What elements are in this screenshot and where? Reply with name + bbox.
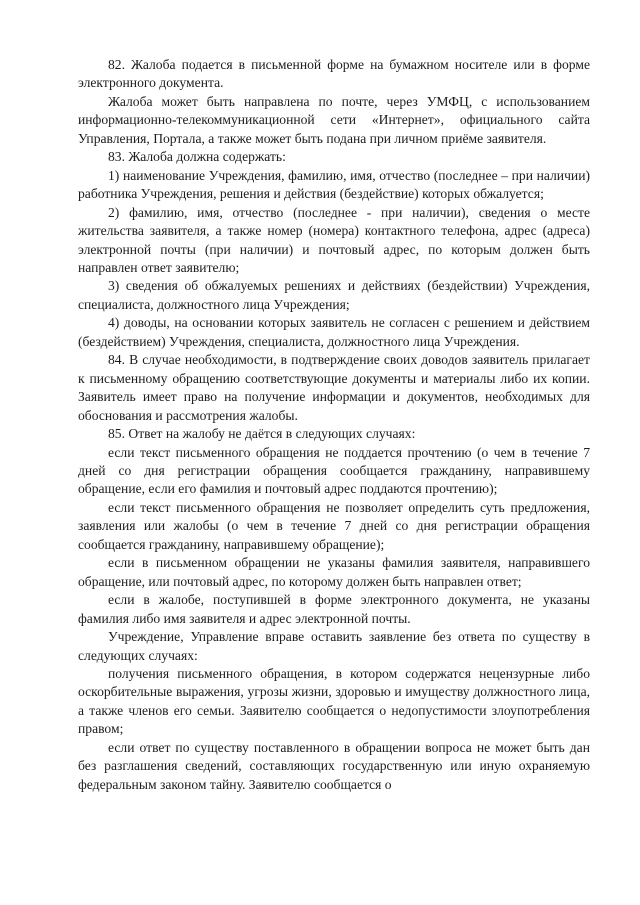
- paragraph-85-case-electronic: если в жалобе, поступившей в форме электронного документа, не указаны фамилия либо имя заявителя и адрес электронной почты.: [78, 592, 590, 626]
- paragraph-no-answer: Учреждение, Управление вправе оставить заявление без ответа по существу в следующих случаях:: [78, 629, 590, 663]
- paragraph-83-item-1: 1) наименование Учреждения, фамилию, имя, отчество (последнее – при наличии) работника Учреждения, решения и действия (бездействие) которых обжалуется;: [78, 167, 590, 202]
- paragraph-85: 85. Ответ на жалобу не даётся в следующих случаях:: [108, 426, 416, 442]
- document-body: [78, 56, 590, 794]
- paragraph-83-item-4: 4) доводы, на основании которых заявитель не согласен с решением и действием (бездействием) Учреждения, специалиста, должностного лица Учреждения.: [78, 315, 590, 349]
- paragraph-83: 83. Жалоба должна содержать:: [108, 149, 286, 165]
- paragraph-83-item-3: 3) сведения об обжалуемых решениях и действиях (бездействии) Учреждения, специалиста, должностного лица Учреждения;: [78, 278, 590, 312]
- paragraph-84: 84. В случае необходимости, в подтверждение своих доводов заявитель прилагает к письменному обращению соответствующие документы и материалы либо их копии. Заявитель имеет право на получение информации и документов, необходимых для обоснования и рассмотрения жалобы.: [78, 352, 590, 423]
- paragraph-82: 82. Жалоба подается в письменной форме на бумажном носителе или в форме электронного документа.: [78, 57, 590, 91]
- paragraph-submission-methods: Жалоба может быть направлена по почте, через УМФЦ, с использованием информационно-телекоммуникационной сети «Интернет», официального сайта Управления, Портала, а также может быть подана при личном приёме заявителя.: [78, 93, 590, 146]
- paragraph-85-case-no-name: если в письменном обращении не указаны фамилия заявителя, направившего обращение, или почтовый адрес, по которому должен быть направлен ответ;: [78, 555, 590, 589]
- paragraph-no-answer-obscene: получения письменного обращения, в котором содержатся нецензурные либо оскорбительные выражения, угрозы жизни, здоровью и имуществу должностного лица, а также членов его семьи. Заявителю сообщается о недопустимости злоупотребления правом;: [78, 665, 590, 737]
- paragraph-83-item-2: 2) фамилию, имя, отчество (последнее - при наличии), сведения о месте жительства заявителя, а также номер (номера) контактного телефона, адрес (адреса) электронной почты (при наличии) и почтовый адрес, по которым должен быть направлен ответ заявителю;: [78, 204, 590, 275]
- paragraph-no-answer-secret: если ответ по существу поставленного в обращении вопроса не может быть дан без разглашения сведений, составляющих государственную или иную охраняемую федеральным законом тайну. Заявителю сообщается о: [78, 739, 590, 792]
- paragraph-85-case-unreadable: если текст письменного обращения не поддается прочтению (о чем в течение 7 дней со дня регистрации обращения сообщается гражданину, направившему обращение, если его фамилия и почтовый адрес поддаются прочтению);: [78, 444, 590, 497]
- paragraph-85-case-unclear: если текст письменного обращения не позволяет определить суть предложения, заявления или жалобы (о чем в течение 7 дней со дня регистрации обращения сообщается гражданину, направившему обращение);: [78, 499, 590, 552]
